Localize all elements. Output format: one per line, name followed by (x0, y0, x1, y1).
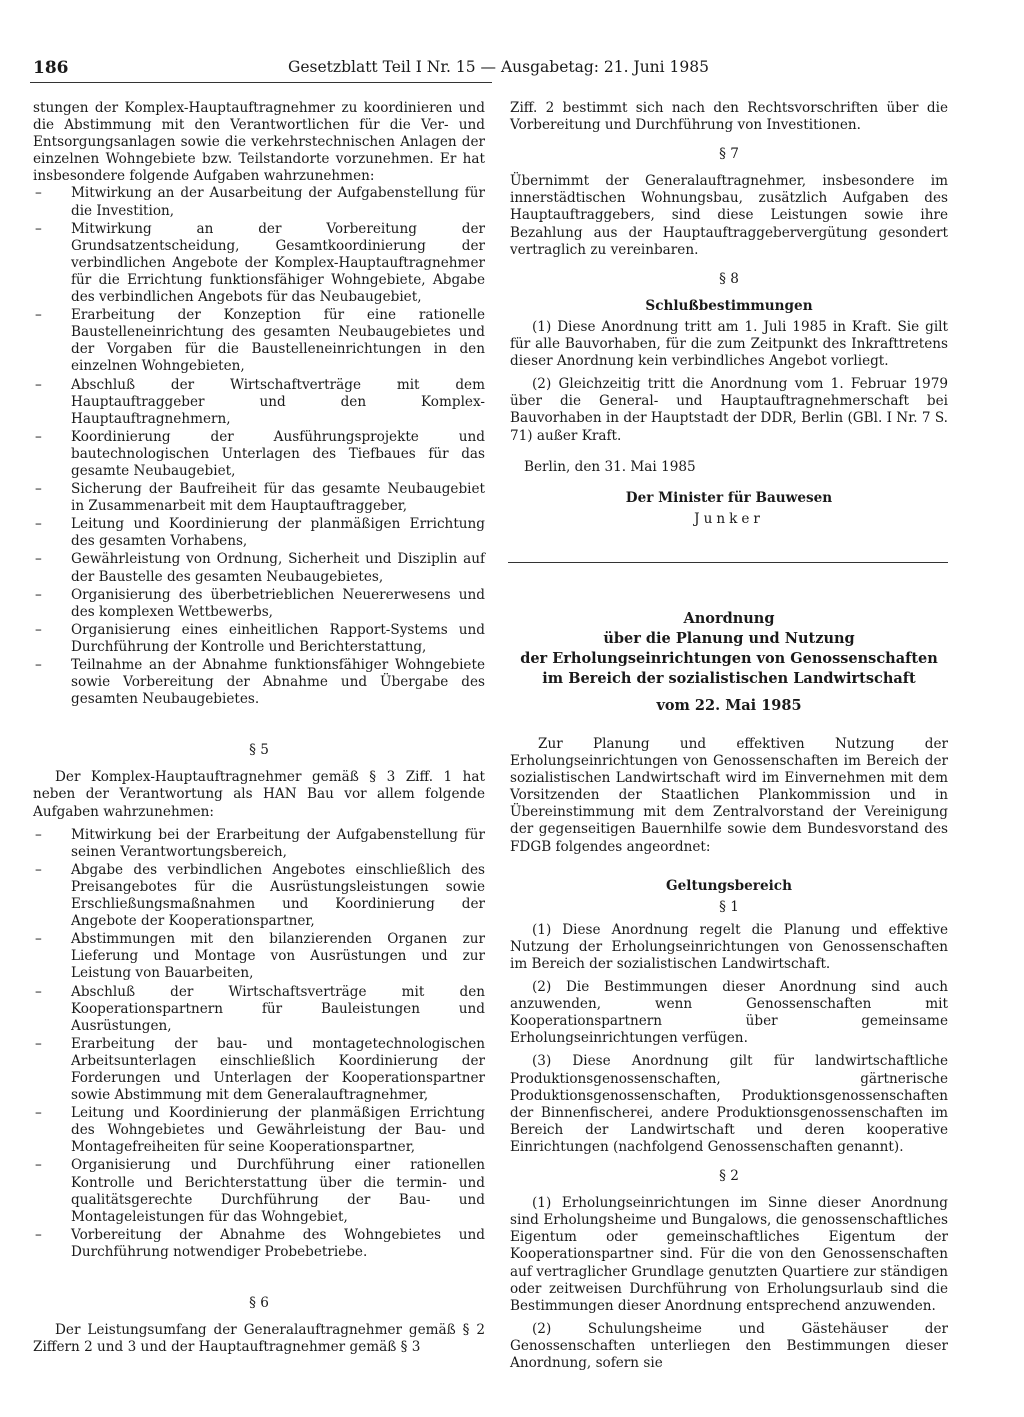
section-2-paragraph-2: (2) Schulungsheime und Gästehäuser der Genossenschaften unterliegen den Bestimmungen dieser Anordnung, sofern sie (510, 1320, 948, 1371)
section-heading-7: § 7 (719, 146, 739, 163)
section-heading-8: § 8 (719, 270, 739, 287)
section-heading-6: § 6 (249, 1295, 269, 1311)
list-item: – Abgabe des verbindlichen Angebotes einschließlich des Preisangebotes für die Ausrüstungsleistungen sowie Erschließungsmaßnahmen und Koordinierung der Angebote der Kooperationspartner, (33, 862, 485, 930)
list-item: – Leitung und Koordinierung der planmäßigen Errichtung des Wohngebietes und Gewährleistung der Bau- und Montagefreiheiten für seine Kooperationspartner, (33, 1105, 485, 1156)
right-column (510, 100, 948, 1378)
title-line: über die Planung und Nutzung (603, 629, 855, 647)
list-item: – Mitwirkung an der Vorbereitung der Grundsatzentscheidung, Gesamtkoordinierung der verbindlichen Angebote der Komplex-Hauptauftragnehmer für die Errichtung funktionsfähiger Wohngebiete, Abgabe des verbindlichen Angebots für das Neubaugebiet, (33, 221, 485, 306)
section-1-paragraph-3: (3) Diese Anordnung gilt für landwirtschaftliche Produktionsgenossenschaften, gärtnerische Produktionsgenossenschaften, Produktionsgenossenschaften der Binnenfischerei, andere Produktionsgenossenschaften im Bereich der Landwirtschaft und deren kooperative Einrichtungen (nachfolgend Genossenschaften genannt). (510, 1053, 948, 1155)
list-item: – Abstimmungen mit den bilanzierenden Organen zur Lieferung und Montage von Ausrüstungen und zur Leistung von Bauarbeiten, (33, 931, 485, 982)
section-1-paragraph-2: (2) Die Bestimmungen dieser Anordnung sind auch anzuwenden, wenn Genossenschaften mit Kooperationspartnern über gemeinsame Erholungseinrichtungen verfügen. (510, 979, 948, 1047)
list-item: – Gewährleistung von Ordnung, Sicherheit und Disziplin auf der Baustelle des gesamten Neubaugebietes, (33, 551, 485, 585)
list-item: – Koordinierung der Ausführungsprojekte und bautechnologischen Unterlagen des Tiefbaues für das gesamte Neubaugebiet, (33, 429, 485, 480)
title-line: im Bereich der sozialistischen Landwirtschaft (542, 669, 916, 687)
task-list-complex-contractor (33, 827, 485, 1261)
section-2-paragraph-1: (1) Erholungseinrichtungen im Sinne dieser Anordnung sind Erholungsheime und Bungalows, die genossenschaftliches Eigentum oder gemeinschaftliches Eigentum der Kooperationspartner sind. Für die von den Genossenschaften auf vertraglicher Grundlage genutzten Quartiere zur ständigen oder zeitweisen Durchführung von Erholungsurlaub sind die Bestimmungen dieser Anordnung entsprechend anzuwenden. (510, 1195, 948, 1314)
left-column (33, 100, 485, 1362)
list-item: – Leitung und Koordinierung der planmäßigen Errichtung des gesamten Vorhabens, (33, 516, 485, 550)
section-8-title: Schlußbestimmungen (645, 297, 813, 314)
section-heading-5: § 5 (249, 742, 269, 759)
section-7-text: Übernimmt der Generalauftragnehmer, insbesondere im innerstädtischen Wohnungsbau, zusätzlich Aufgaben des Hauptauftraggebers, sind diese Leistungen sowie ihre Bezahlung aus der Hauptauftraggebervergütung gesondert vertraglich zu vereinbaren. (510, 173, 948, 258)
title-line: Anordnung (683, 609, 775, 627)
section-heading-2: § 2 (719, 1168, 739, 1185)
list-item: – Organisierung eines einheitlichen Rapport-Systems und Durchführung der Kontrolle und Berichterstattung, (33, 622, 485, 656)
continued-paragraph: Ziff. 2 bestimmt sich nach den Rechtsvorschriften über die Vorbereitung und Durchführung von Investitionen. (510, 100, 948, 134)
section-divider (508, 562, 948, 563)
ordinance-date: vom 22. Mai 1985 (656, 696, 802, 714)
section-5-intro: Der Komplex-Hauptauftragnehmer gemäß § 3 Ziff. 1 hat neben der Verantwortung als HAN Bau vor allem folgende Aufgaben wahrzunehmen: (33, 769, 485, 820)
list-item: – Organisierung des überbetrieblichen Neuererwesens und des komplexen Wettbewerbs, (33, 587, 485, 621)
list-item: – Vorbereitung der Abnahme des Wohngebietes und Durchführung notwendiger Probebetriebe. (33, 1227, 485, 1261)
continued-paragraph: stungen der Komplex-Hauptauftragnehmer zu koordinieren und die Abstimmung mit den Verantwortlichen für die Ver- und Entsorgungsanlagen sowie die verkehrstechnischen Anlagen der einzelnen Wohngebiete bzw. Teilstandorte vorzunehmen. Er hat insbesondere folgende Aufgaben wahrzunehmen: (33, 100, 485, 185)
list-item: – Erarbeitung der bau- und montagetechnologischen Arbeitsunterlagen einschließlich Koordinierung der Forderungen und Unterlagen der Kooperationspartner sowie Abstimmung mit dem Generalauftragnehmer, (33, 1036, 485, 1104)
scope-title: Geltungsbereich (666, 877, 792, 894)
header-rule (30, 82, 492, 83)
section-8-paragraph-2: (2) Gleichzeitig tritt die Anordnung vom 1. Februar 1979 über die General- und Hauptauftragnehmerschaft bei Bauvorhaben in der Hauptstadt der DDR, Berlin (GBl. I Nr. 7 S. 71) außer Kraft. (510, 376, 948, 444)
section-heading-1: § 1 (719, 898, 739, 915)
task-list-general-contractor (33, 185, 485, 708)
signer-title: Der Minister für Bauwesen (625, 489, 833, 506)
section-1-paragraph-1: (1) Diese Anordnung regelt die Planung und effektive Nutzung der Erholungseinrichtungen von Genossenschaften im Bereich der sozialistischen Landwirtschaft. (510, 921, 948, 972)
section-6-text: Der Leistungsumfang der Generalauftragnehmer gemäß § 2 Ziffern 2 und 3 und der Hauptauftragnehmer gemäß § 3 (33, 1322, 485, 1356)
page-number: 186 (33, 58, 69, 78)
list-item: – Mitwirkung an der Ausarbeitung der Aufgabenstellung für die Investition, (33, 185, 485, 219)
list-item: – Erarbeitung der Konzeption für eine rationelle Baustelleneinrichtung des gesamten Neubaugebietes und der Vorgaben für die Baustelleneinrichtungen in den einzelnen Wohngebieten, (33, 307, 485, 375)
list-item: – Mitwirkung bei der Erarbeitung der Aufgabenstellung für seinen Verantwortungsbereich, (33, 827, 485, 861)
list-item: – Teilnahme an der Abnahme funktionsfähiger Wohngebiete sowie Vorbereitung der Abnahme und Übergabe des gesamten Neubaugebietes. (33, 657, 485, 708)
signer-name: Junker (694, 510, 764, 527)
list-item: – Abschluß der Wirtschaftsverträge mit den Kooperationspartnern für Bauleistungen und Ausrüstungen, (33, 984, 485, 1035)
running-head: Gesetzblatt Teil I Nr. 15 — Ausgabetag: 21. Juni 1985 (288, 58, 709, 76)
list-item: – Organisierung und Durchführung einer rationellen Kontrolle und Berichterstattung über die termin- und qualitätsgerechte Durchführung der Bau- und Montageleistungen für das Wohngebiet, (33, 1157, 485, 1225)
section-8-paragraph-1: (1) Diese Anordnung tritt am 1. Juli 1985 in Kraft. Sie gilt für alle Bauvorhaben, für die zum Zeitpunkt des Inkrafttretens dieser Anordnung kein verbindliches Angebot vorliegt. (510, 318, 948, 370)
title-line: der Erholungseinrichtungen von Genossenschaften (520, 649, 938, 667)
list-item: – Abschluß der Wirtschaftverträge mit dem Hauptauftraggeber und den Komplex-Hauptauftragnehmern, (33, 377, 485, 428)
place-date: Berlin, den 31. Mai 1985 (524, 458, 696, 475)
ordinance-title (510, 609, 948, 689)
list-item: – Sicherung der Baufreiheit für das gesamte Neubaugebiet in Zusammenarbeit mit dem Hauptauftraggeber, (33, 481, 485, 515)
preamble: Zur Planung und effektiven Nutzung der Erholungseinrichtungen von Genossenschaften im Bereich der sozialistischen Landwirtschaft wird im Einvernehmen mit dem Vorsitzenden der Staatlichen Plankommission und in Übereinstimmung mit dem Zentralvorstand der Vereinigung der gegenseitigen Bauernhilfe sowie dem Bundesvorstand des FDGB folgendes angeordnet: (510, 735, 948, 855)
